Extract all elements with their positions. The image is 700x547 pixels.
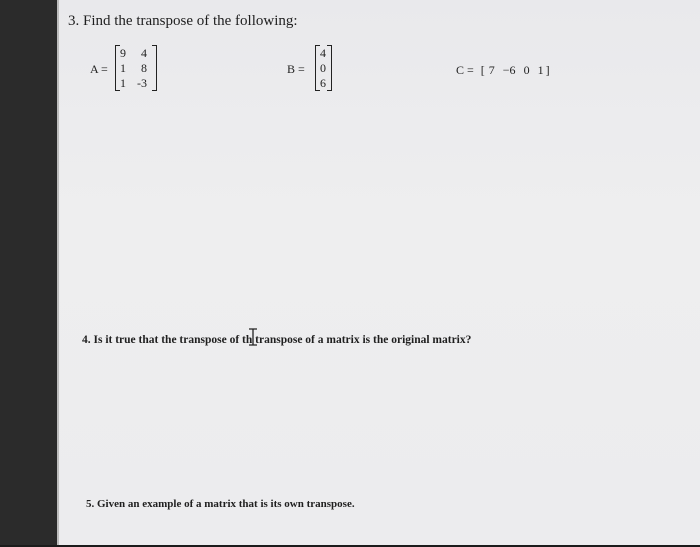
- matrix-a: [115, 45, 157, 91]
- matrix-a-label: A =: [90, 62, 108, 76]
- matrix-c-cell: 1: [537, 63, 544, 77]
- page-edge: [57, 0, 59, 545]
- question-4-text-start: 4. Is it true that the transpose of th: [82, 334, 253, 346]
- right-bracket: [152, 45, 157, 91]
- matrix-c-label: C =: [456, 63, 474, 77]
- matrix-c-cell: −6: [502, 63, 516, 77]
- matrix-b: [315, 45, 332, 91]
- matrix-b-cell: 6: [320, 76, 326, 90]
- question-5: 5. Given an example of a matrix that is its own transpose.: [86, 498, 355, 510]
- matrix-a-cell: 1: [120, 76, 126, 90]
- matrix-a-cell: 9: [120, 46, 126, 60]
- question-4: [82, 332, 471, 346]
- matrix-a-cell: 1: [120, 61, 126, 75]
- right-bracket: [327, 45, 332, 91]
- matrix-c: [456, 63, 550, 78]
- left-bracket: [: [480, 63, 485, 77]
- matrix-b-label: B =: [287, 62, 305, 76]
- question-3: 3. Find the transpose of the following:: [68, 13, 298, 29]
- matrix-b-cell: 4: [320, 46, 326, 60]
- matrix-a-cell: 4: [141, 46, 147, 60]
- matrix-c-cell: 7: [488, 63, 495, 77]
- matrix-a-cell: 8: [141, 61, 147, 75]
- matrix-c-cell: 0: [523, 63, 530, 77]
- right-bracket: ]: [545, 63, 550, 77]
- matrix-a-cell: -3: [137, 76, 147, 90]
- matrix-b-cell: 0: [320, 61, 326, 75]
- question-4-text-end: transpose of a matrix is the original matrix?: [252, 334, 472, 346]
